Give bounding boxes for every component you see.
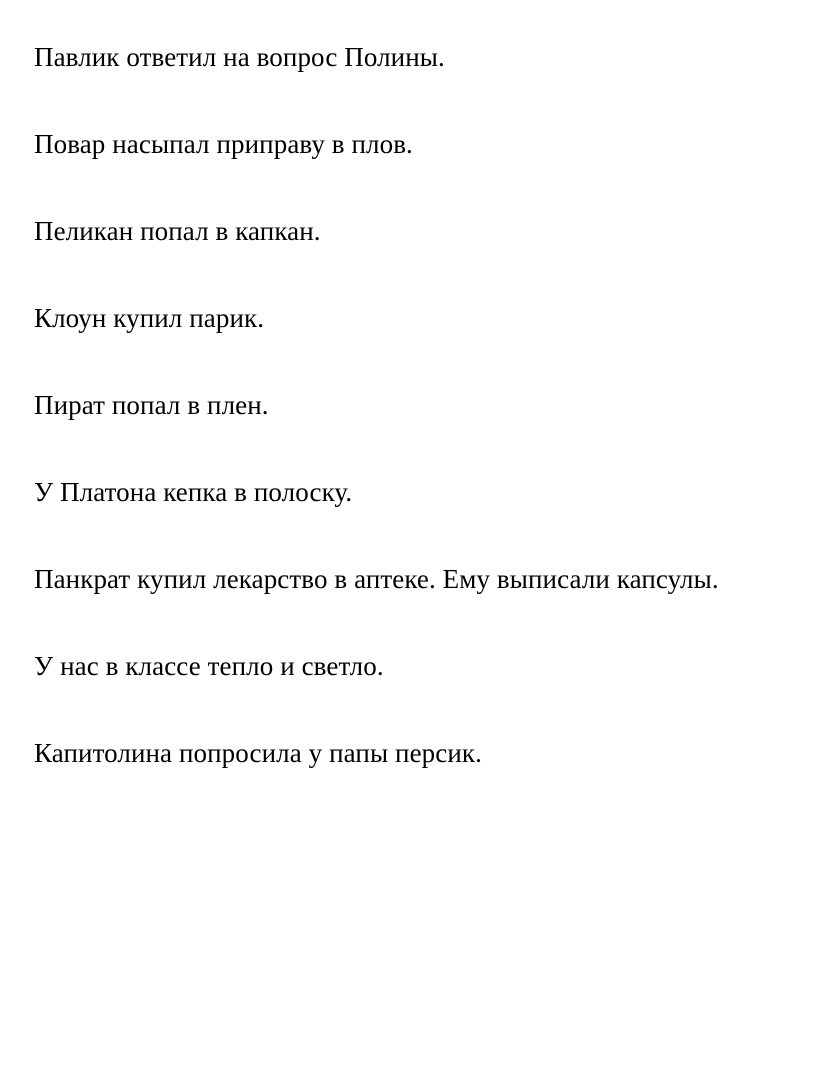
paragraph: Павлик ответил на вопрос Полины. — [34, 42, 445, 72]
paragraph: У Платона кепка в полоску. — [34, 477, 353, 507]
paragraph: Панкрат купил лекарство в аптеке. Ему выписали капсулы. — [34, 564, 719, 594]
paragraph: Капитолина попросила у папы персик. — [34, 738, 482, 768]
paragraph: Повар насыпал приправу в плов. — [34, 129, 413, 159]
paragraph: Пеликан попал в капкан. — [34, 216, 321, 246]
paragraph: Клоун купил парик. — [34, 303, 265, 333]
paragraph: Пират попал в плен. — [34, 390, 269, 420]
document-body — [34, 14, 782, 797]
paragraph: У нас в классе тепло и светло. — [34, 651, 384, 681]
